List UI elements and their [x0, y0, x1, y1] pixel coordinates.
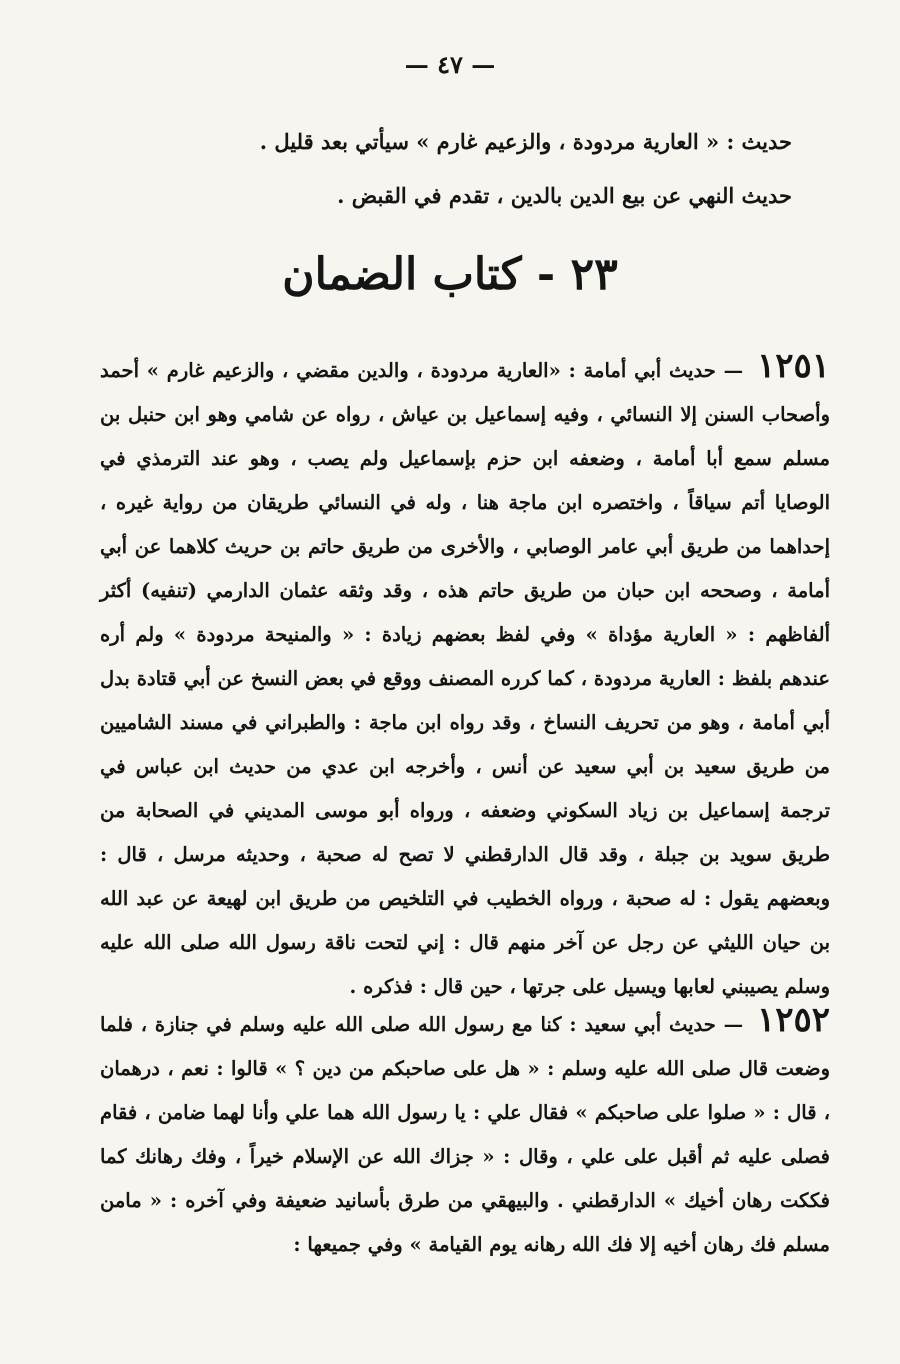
page-number: — ٤٧ —: [404, 50, 496, 79]
intro-line: حديث النهي عن بيع الدين بالدين ، تقدم في القبض .: [337, 183, 792, 208]
hadith-text: — حديث أبي سعيد : كنا مع رسول الله صلى الله عليه وسلم في جنازة ، فلما وضعت قال صلى الله عليه وسلم : « هل على صاحبكم من دين ؟ » قالوا : نعم ، درهمان ، قال : « صلوا على صاحبكم » فقال علي : يا رسول الله هما علي وأنا لهما ضامن ، فقام فصلى عليه ثم أقبل على علي ، وقال : « جزاك الله عن الإسلام خيراً ، وفك رهانك كما فككت رهان أخيك » الدارقطني . والبيهقي من طرق بأسانيد ضعيفة وفي آخره : « مامن مسلم فك رهان أخيه إلا فك الله رهانه يوم القيامة » وفي جميعها :: [100, 1013, 830, 1256]
hadith-number: ١٢٥١: [756, 346, 830, 386]
hadith-paragraph: [100, 998, 830, 1267]
hadith-entry: [100, 998, 830, 1267]
intro-references: [112, 115, 792, 223]
hadith-text: — حديث أبي أمامة : «العارية مردودة ، والدين مقضي ، والزعيم غارم » أحمد وأصحاب السنن إلا النسائي ، وفيه إسماعيل بن عياش ، رواه عن شامي وهو ابن حنبل بن مسلم سمع أبا أمامة ، وضعفه ابن حزم بإسماعيل ولم يصب ، وهو عند الترمذي في الوصايا أتم سياقاً ، واختصره ابن ماجة هنا ، وله في النسائي طريقان من رواية غيره ، إحداهما من طريق أبي عامر الوصابي ، والأخرى من طريق حاتم بن حريث كلاهما عن أبي أمامة ، وصححه ابن حبان من طريق حاتم هذه ، وقد وثقه عثمان الدارمي (تنفيه) أكثر ألفاظهم : « العارية مؤداة » وفي لفظ بعضهم زيادة : « والمنيحة مردودة » ولم أره عندهم بلفظ : العارية مردودة ، كما كرره المصنف ووقع في بعض النسخ عن أبي قتادة بدل أبي أمامة ، وهو من تحريف النساخ ، وقد رواه ابن ماجة : والطبراني في مسند الشاميين من طريق سعيد بن أبي سعيد عن أنس ، وأخرجه ابن عدي من حديث ابن عباس في ترجمة إسماعيل بن زياد السكوني وضعفه ، ورواه أبو موسى المديني في الصحابة من طريق سويد بن جبلة ، وقد قال الدارقطني لا تصح له صحبة ، وحديثه مرسل ، قال : وبعضهم يقول : له صحبة ، ورواه الخطيب في التلخيص من طريق ابن لهيعة عن عبد الله بن حيان الليثي عن رجل عن آخر منهم قال : إني لتحت ناقة رسول الله صلى الله عليه وسلم يصيبني لعابها ويسيل على جرتها ، حين قال : فذكره .: [100, 359, 830, 998]
intro-line: حديث : « العارية مردودة ، والزعيم غارم » سيأتي بعد قليل .: [259, 129, 792, 154]
chapter-title: ٢٣ - كتاب الضمان: [282, 249, 618, 300]
hadith-number: ١٢٥٢: [756, 1000, 830, 1040]
hadith-paragraph: [100, 344, 830, 1009]
hadith-entry: [100, 344, 830, 1009]
